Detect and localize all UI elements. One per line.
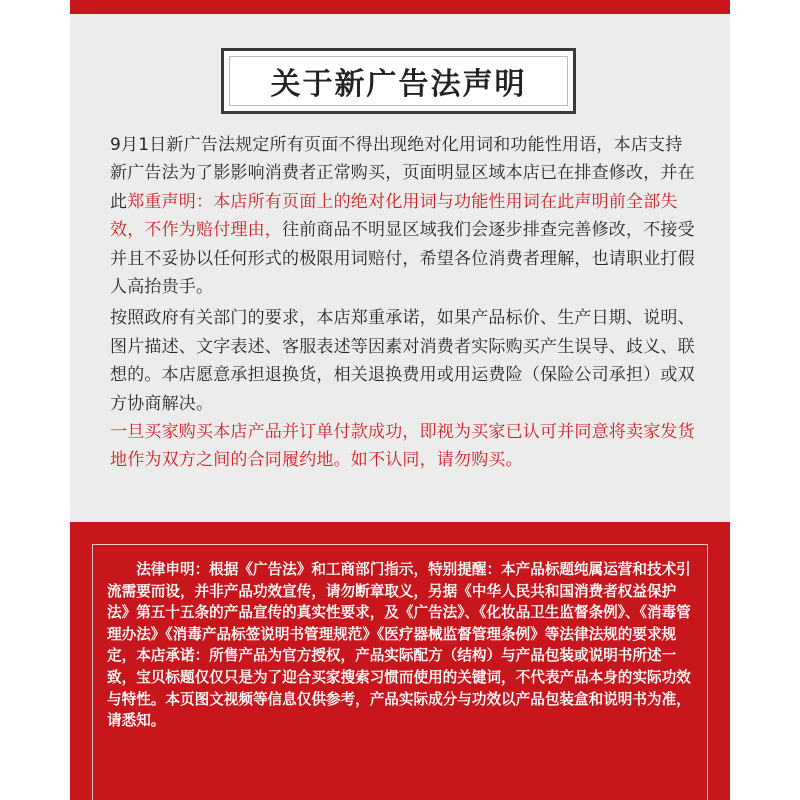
page-title: 关于新广告法声明 — [270, 67, 527, 102]
legal-frame — [92, 544, 708, 800]
legal-statement: 法律申明：根据《广告法》和工商部门指示，特别提醒：本产品标题纯属运营和技术引流需要而设，并非产品功效宣传，请勿断章取义，另据《中华人民共和国消费者权益保护法》第五十五条的产品宣传的真实性要求，及《广告法》、《化妆品卫生监督条例》、《消毒管理办法》《消毒产品标签说明书管理规范》《医疗器械监督管理条例》等法律法规的要求规定，本店承诺：所售产品为官方授权，产品实际配方（结构）与产品包装或说明书所述一致，宝贝标题仅仅只是为了迎合买家搜索习惯而使用的关键词，不代表产品本身的实际功效与特性。本页图文视频等信息仅供参考，产品实际成分与功效以产品包装盒和说明书为准，请悉知。 — [107, 561, 691, 730]
notice-body — [110, 131, 695, 475]
legal-panel — [70, 522, 730, 800]
notice-paragraph-2: 按照政府有关部门的要求，本店郑重承诺，如果产品标价、生产日期、说明、图片描述、文字表述、客服表述等因素对消费者实际购买产生误导、歧义、联想的。本店愿意承担退换货，相关退换费用或用运费险（保险公司承担）或双方协商解决。 — [110, 308, 695, 414]
notice-paragraph-1 — [110, 131, 695, 301]
paragraph-1-text: 9月1日新广告法规定所有页面不得出现绝对化用词和功能性用语，本店支持新广告法为了影影响消费者正常购买，页面明显区域本店已在排查修改，并在此 — [110, 135, 695, 212]
top-red-bar — [70, 0, 730, 14]
notice-paragraph-3: 一旦买家购买本店产品并订单付款成功，即视为买家已认可并同意将卖家发货地作为双方之间的合同履约地。如不认同，请勿购买。 — [110, 422, 695, 471]
paragraph-1-text-end: 往前商品不明显区域我们会逐步排查完善修改，不接受并且不妥协以任何形式的极限用词赔付，希望各位消费者理解，也请职业打假人高抬贵手。 — [110, 220, 695, 298]
paragraph-1-highlight: 郑重声明：本店所有页面上的绝对化用词与功能性用词在此声明前全部失效，不作为赔付理由， — [110, 191, 678, 241]
title-box — [221, 48, 576, 114]
